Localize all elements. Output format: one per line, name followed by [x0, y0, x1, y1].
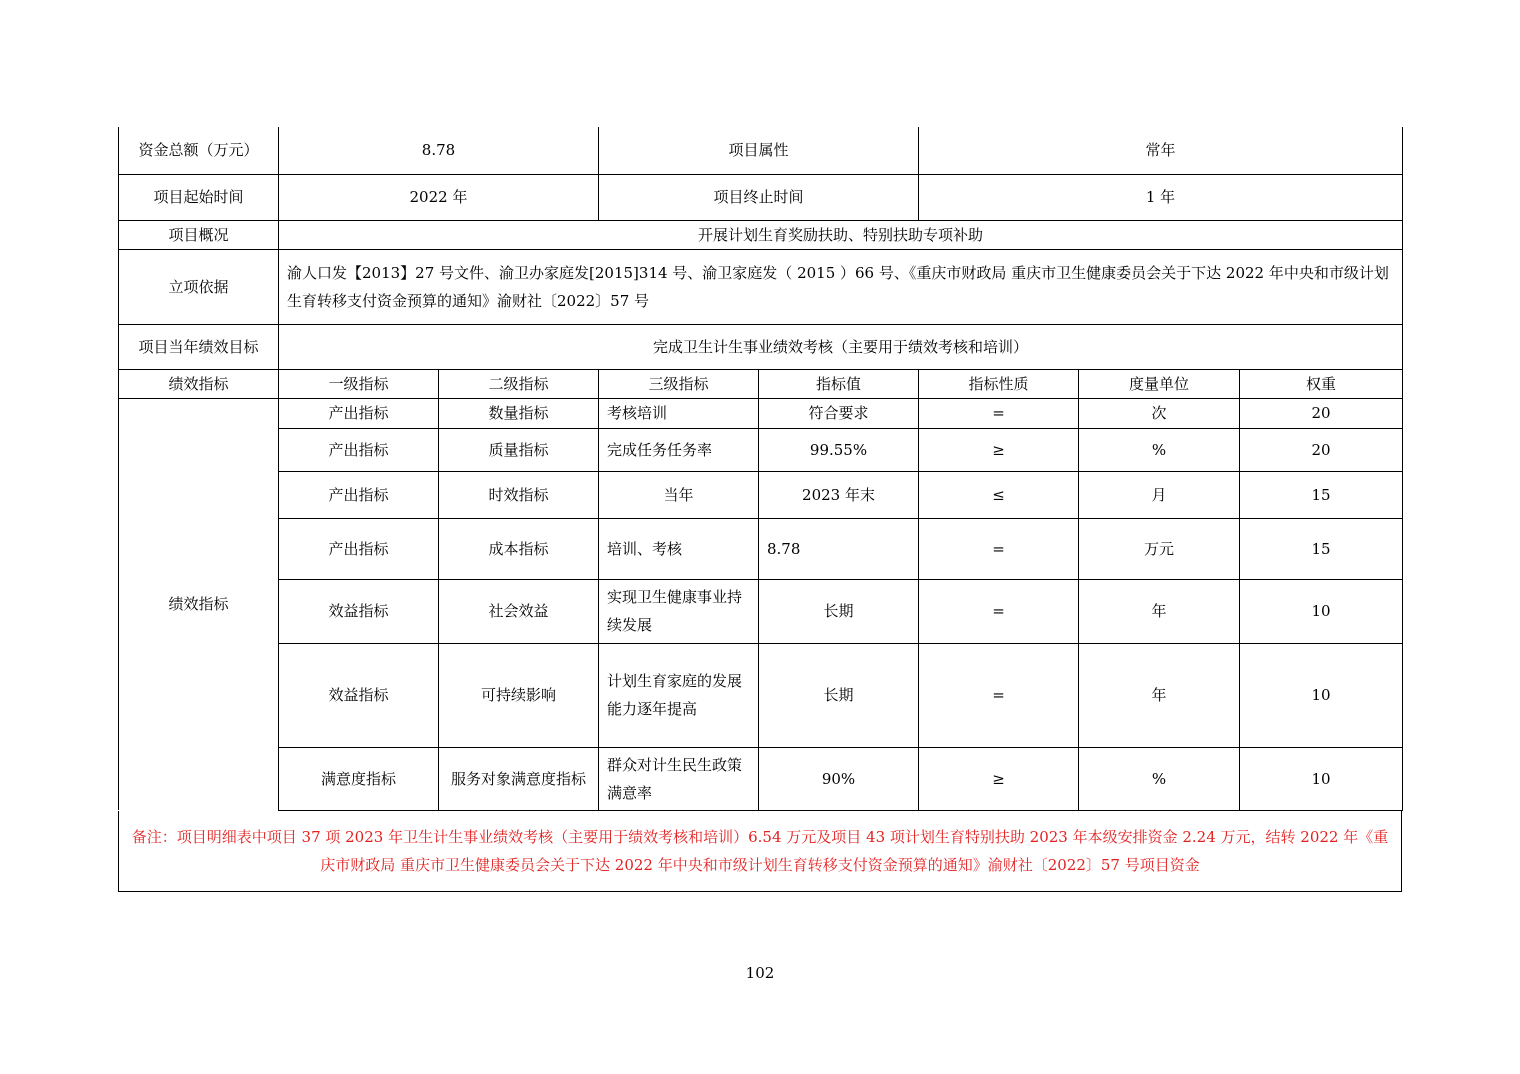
indicator-unit: 年 — [1079, 579, 1240, 643]
basis-value: 渝人口发【2013】27 号文件、渝卫办家庭发[2015]314 号、渝卫家庭发（ 2015 ）66 号、《重庆市财政局 重庆市卫生健康委员会关于下达 2022 年中央和市级计划生育转移支付资金预算的通知》渝财社〔2022〕57 号 — [279, 249, 1403, 324]
indicator-level3: 完成任务任务率 — [599, 428, 759, 471]
indicator-value: 8.78 — [759, 518, 919, 579]
header-value: 指标值 — [759, 369, 919, 398]
indicator-weight: 20 — [1240, 398, 1403, 428]
goal-row — [119, 324, 1403, 369]
table-row — [119, 398, 1403, 428]
remark-note: 备注：项目明细表中项目 37 项 2023 年卫生计生事业绩效考核（主要用于绩效考核和培训）6.54 万元及项目 43 项计划生育特别扶助 2023 年本级安排资金 2.24 万元，结转 2022 年《重庆市财政局 重庆市卫生健康委员会关于下达 2022 年中央和市级计划生育转移支付资金预算的通知》渝财社〔2022〕57 号项目资金 — [118, 811, 1402, 892]
header-weight: 权重 — [1240, 369, 1403, 398]
funding-value: 8.78 — [279, 127, 599, 174]
indicator-level3: 实现卫生健康事业持续发展 — [599, 579, 759, 643]
start-time-label: 项目起始时间 — [119, 174, 279, 220]
indicator-value: 符合要求 — [759, 398, 919, 428]
indicator-level2: 时效指标 — [439, 471, 599, 518]
basis-row — [119, 249, 1403, 324]
table-row — [119, 471, 1403, 518]
goal-label: 项目当年绩效目标 — [119, 324, 279, 369]
indicator-weight: 10 — [1240, 579, 1403, 643]
header-level2: 二级指标 — [439, 369, 599, 398]
indicator-value: 99.55% — [759, 428, 919, 471]
project-performance-sheet — [118, 127, 1402, 892]
indicator-value: 2023 年末 — [759, 471, 919, 518]
indicator-nature: = — [919, 643, 1079, 747]
table-row — [119, 579, 1403, 643]
indicator-unit: 月 — [1079, 471, 1240, 518]
indicator-weight: 15 — [1240, 471, 1403, 518]
page-number: 102 — [745, 964, 775, 982]
indicator-level2: 服务对象满意度指标 — [439, 747, 599, 810]
end-time-value: 1 年 — [919, 174, 1403, 220]
indicator-level3: 考核培训 — [599, 398, 759, 428]
indicator-level3: 群众对计生民生政策满意率 — [599, 747, 759, 810]
project-performance-table — [118, 127, 1403, 811]
funding-label: 资金总额（万元） — [119, 127, 279, 174]
indicator-weight: 10 — [1240, 643, 1403, 747]
indicator-unit: 万元 — [1079, 518, 1240, 579]
indicator-level3: 计划生育家庭的发展能力逐年提高 — [599, 643, 759, 747]
indicator-side-label: 绩效指标 — [119, 398, 279, 810]
indicator-level2: 社会效益 — [439, 579, 599, 643]
indicator-unit: % — [1079, 428, 1240, 471]
indicator-unit: 年 — [1079, 643, 1240, 747]
header-nature: 指标性质 — [919, 369, 1079, 398]
start-time-value: 2022 年 — [279, 174, 599, 220]
indicator-level2: 可持续影响 — [439, 643, 599, 747]
indicator-header-label: 绩效指标 — [119, 369, 279, 398]
basis-label: 立项依据 — [119, 249, 279, 324]
indicator-nature: = — [919, 398, 1079, 428]
indicator-nature: = — [919, 579, 1079, 643]
table-row — [119, 428, 1403, 471]
indicator-weight: 15 — [1240, 518, 1403, 579]
funding-row — [119, 127, 1403, 174]
table-row — [119, 643, 1403, 747]
indicator-nature: ≤ — [919, 471, 1079, 518]
indicator-header-row — [119, 369, 1403, 398]
time-row — [119, 174, 1403, 220]
indicator-nature: ≥ — [919, 428, 1079, 471]
indicator-level2: 成本指标 — [439, 518, 599, 579]
attribute-value: 常年 — [919, 127, 1403, 174]
end-time-label: 项目终止时间 — [599, 174, 919, 220]
indicator-level1: 产出指标 — [279, 471, 439, 518]
indicator-level3: 当年 — [599, 471, 759, 518]
header-level1: 一级指标 — [279, 369, 439, 398]
indicator-unit: 次 — [1079, 398, 1240, 428]
indicator-weight: 10 — [1240, 747, 1403, 810]
indicator-value: 长期 — [759, 579, 919, 643]
overview-value: 开展计划生育奖励扶助、特别扶助专项补助 — [279, 220, 1403, 249]
indicator-value: 90% — [759, 747, 919, 810]
table-row — [119, 747, 1403, 810]
indicator-level1: 效益指标 — [279, 643, 439, 747]
attribute-label: 项目属性 — [599, 127, 919, 174]
indicator-level1: 产出指标 — [279, 518, 439, 579]
indicator-value: 长期 — [759, 643, 919, 747]
indicator-unit: % — [1079, 747, 1240, 810]
indicator-level3: 培训、考核 — [599, 518, 759, 579]
header-unit: 度量单位 — [1079, 369, 1240, 398]
indicator-weight: 20 — [1240, 428, 1403, 471]
indicator-nature: = — [919, 518, 1079, 579]
indicator-level2: 质量指标 — [439, 428, 599, 471]
indicator-level1: 产出指标 — [279, 398, 439, 428]
indicator-level1: 满意度指标 — [279, 747, 439, 810]
table-row — [119, 518, 1403, 579]
indicator-level1: 产出指标 — [279, 428, 439, 471]
indicator-level2: 数量指标 — [439, 398, 599, 428]
indicator-level1: 效益指标 — [279, 579, 439, 643]
header-level3: 三级指标 — [599, 369, 759, 398]
goal-value: 完成卫生计生事业绩效考核（主要用于绩效考核和培训） — [279, 324, 1403, 369]
overview-label: 项目概况 — [119, 220, 279, 249]
indicator-nature: ≥ — [919, 747, 1079, 810]
overview-row — [119, 220, 1403, 249]
